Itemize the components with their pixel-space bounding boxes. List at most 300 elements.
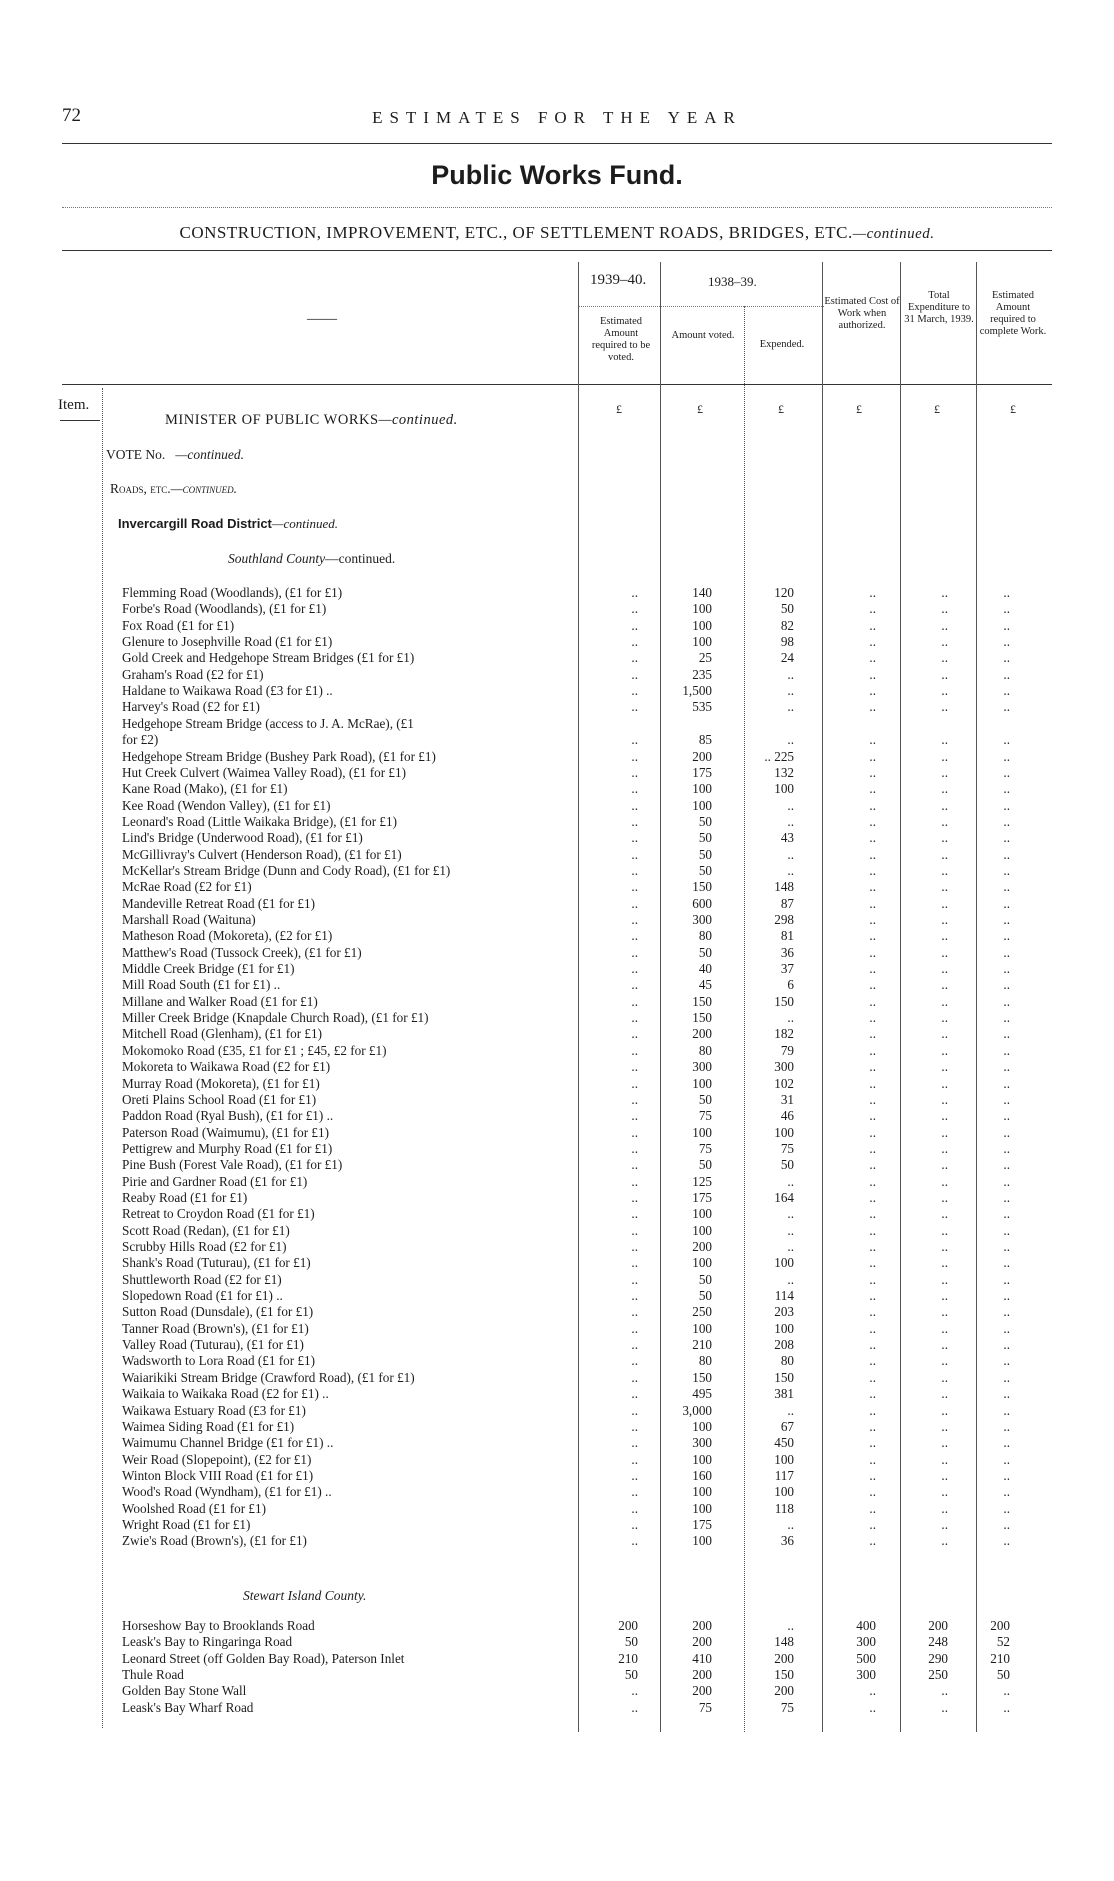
table-row	[0, 1174, 1114, 1189]
row-name: Murray Road (Mokoreta), (£1 for £1)	[122, 1075, 320, 1091]
row-expended: 98	[780, 634, 794, 650]
row-expended: 150	[774, 1369, 794, 1385]
row-total-exp: ..	[941, 1288, 948, 1304]
row-amount-voted: 50	[698, 1271, 712, 1287]
table-row	[0, 830, 1114, 845]
row-est-cost: ..	[869, 1288, 876, 1304]
row-est-required: ..	[1003, 993, 1010, 1009]
row-total-exp: ..	[941, 1091, 948, 1107]
row-name: McGillivray's Culvert (Henderson Road), (£1 for £1)	[122, 846, 402, 862]
row-est-cost: ..	[869, 1124, 876, 1140]
row-amount-voted: 100	[692, 1222, 712, 1238]
row-total-exp: ..	[941, 1516, 948, 1532]
heading-minister-cont: —continued.	[378, 412, 458, 428]
row-expended: 150	[774, 993, 794, 1009]
row-est-voted: ..	[631, 1484, 638, 1500]
row-name: Pine Bush (Forest Vale Road), (£1 for £1)	[122, 1157, 343, 1173]
year-rule	[578, 306, 824, 307]
row-est-required: ..	[1003, 1288, 1010, 1304]
row-total-exp: ..	[941, 1157, 948, 1173]
row-total-exp: ..	[941, 666, 948, 682]
row-est-cost: ..	[869, 1059, 876, 1075]
row-expended: 450	[774, 1435, 794, 1451]
row-est-required: ..	[1003, 1369, 1010, 1385]
row-name: Wright Road (£1 for £1)	[122, 1516, 251, 1532]
row-total-exp: 290	[928, 1650, 948, 1666]
running-head: ESTIMATES FOR THE YEAR	[372, 108, 742, 127]
row-total-exp: ..	[941, 1140, 948, 1156]
row-amount-voted: 250	[692, 1304, 712, 1320]
row-est-cost: ..	[869, 1206, 876, 1222]
row-expended: ..	[787, 846, 794, 862]
row-expended: ..	[787, 732, 794, 748]
row-expended: ..	[787, 1222, 794, 1238]
row-est-required: ..	[1003, 830, 1010, 846]
row-amount-voted: 100	[692, 634, 712, 650]
row-expended: 100	[774, 781, 794, 797]
row-name: Paterson Road (Waimumu), (£1 for £1)	[122, 1124, 329, 1140]
row-amount-voted: 85	[698, 732, 712, 748]
row-est-voted: ..	[631, 1683, 638, 1699]
section-rule	[62, 250, 1052, 251]
row-name: Kane Road (Mako), (£1 for £1)	[122, 781, 288, 797]
row-total-exp: ..	[941, 732, 948, 748]
row-est-required: ..	[1003, 781, 1010, 797]
row-expended: 46	[780, 1108, 794, 1124]
table-row	[0, 1468, 1114, 1483]
table-row	[0, 1010, 1114, 1025]
row-expended: 24	[780, 650, 794, 666]
row-expended: ..	[787, 1402, 794, 1418]
row-total-exp: ..	[941, 1353, 948, 1369]
row-est-voted: ..	[631, 1239, 638, 1254]
row-amount-voted: 200	[692, 1618, 712, 1633]
row-amount-voted: 3,000	[682, 1402, 712, 1418]
header-total-exp: Total Expenditure to 31 March, 1939.	[904, 290, 974, 325]
row-name: Horseshow Bay to Brooklands Road	[122, 1618, 315, 1633]
row-expended: 75	[780, 1699, 794, 1715]
row-est-required: ..	[1003, 1418, 1010, 1434]
row-expended: 120	[774, 585, 794, 600]
row-name: Valley Road (Tuturau), (£1 for £1)	[122, 1337, 304, 1353]
row-est-cost: ..	[869, 1353, 876, 1369]
row-expended: 182	[774, 1026, 794, 1042]
row-est-cost: ..	[869, 1337, 876, 1353]
row-amount-voted: 235	[692, 666, 712, 682]
fund-title: Public Works Fund.	[431, 160, 683, 190]
row-amount-voted: 100	[692, 1255, 712, 1271]
row-name: Forbe's Road (Woodlands), (£1 for £1)	[122, 601, 327, 617]
section-title	[0, 223, 1114, 243]
table-row	[0, 1501, 1114, 1516]
row-est-cost: ..	[869, 912, 876, 927]
row-total-exp: ..	[941, 830, 948, 846]
pound-col-1: £	[616, 402, 622, 416]
header-est-voted: Estimated Amount required to be voted.	[591, 316, 651, 363]
row-amount-voted: 100	[692, 1418, 712, 1434]
row-total-exp: ..	[941, 1533, 948, 1549]
row-total-exp: ..	[941, 748, 948, 764]
table-row	[0, 683, 1114, 698]
table-row	[0, 928, 1114, 943]
table-row	[0, 1125, 1114, 1140]
row-est-voted: ..	[631, 1075, 638, 1091]
row-total-exp: ..	[941, 1206, 948, 1222]
heading-southland-text: Southland County	[228, 551, 326, 566]
row-est-voted: ..	[631, 732, 638, 748]
table-row	[0, 847, 1114, 862]
row-name: Slopedown Road (£1 for £1) ..	[122, 1288, 283, 1304]
table-row	[0, 1517, 1114, 1532]
table-row	[0, 1141, 1114, 1156]
row-est-voted: ..	[631, 764, 638, 780]
table-row	[0, 1108, 1114, 1123]
row-name: Tanner Road (Brown's), (£1 for £1)	[122, 1320, 309, 1336]
row-est-voted: ..	[631, 944, 638, 960]
row-name: Mokoreta to Waikawa Road (£2 for £1)	[122, 1059, 331, 1075]
row-total-exp: ..	[941, 1402, 948, 1418]
heading-district-cont: —continued.	[271, 516, 338, 531]
row-est-required: ..	[1003, 1386, 1010, 1402]
row-amount-voted: 75	[698, 1108, 712, 1124]
row-est-required: ..	[1003, 862, 1010, 878]
row-est-voted: ..	[631, 1288, 638, 1304]
row-name: Haldane to Waikawa Road (£3 for £1) ..	[122, 683, 333, 699]
row-amount-voted: 100	[692, 1206, 712, 1222]
row-est-cost: 300	[856, 1667, 876, 1683]
row-est-cost: ..	[869, 1157, 876, 1173]
row-est-cost: 400	[856, 1618, 876, 1633]
row-expended: 208	[774, 1337, 794, 1353]
row-est-cost: ..	[869, 797, 876, 813]
row-total-exp: ..	[941, 1369, 948, 1385]
row-name: Hut Creek Culvert (Waimea Valley Road), (£1 for £1)	[122, 764, 406, 780]
row-est-cost: ..	[869, 944, 876, 960]
table-row	[0, 1272, 1114, 1287]
row-total-exp: ..	[941, 1304, 948, 1320]
row-amount-voted: 600	[692, 895, 712, 911]
row-est-required: ..	[1003, 961, 1010, 977]
row-est-required: ..	[1003, 944, 1010, 960]
row-est-cost: ..	[869, 928, 876, 944]
row-est-cost: ..	[869, 732, 876, 748]
row-est-cost: ..	[869, 1435, 876, 1451]
heading-southland	[228, 551, 395, 567]
table-row	[0, 1419, 1114, 1434]
row-name: Shuttleworth Road (£2 for £1)	[122, 1271, 282, 1287]
row-expended: 298	[774, 912, 794, 927]
row-est-voted: ..	[631, 846, 638, 862]
row-total-exp: ..	[941, 781, 948, 797]
table-row	[0, 1076, 1114, 1091]
table-row	[0, 814, 1114, 829]
heading-roads-cont: —continued.	[170, 481, 238, 496]
row-name: Winton Block VIII Road (£1 for £1)	[122, 1467, 314, 1483]
pound-col-2: £	[697, 402, 703, 416]
row-amount-voted: 200	[692, 1683, 712, 1699]
row-est-voted: ..	[631, 830, 638, 846]
row-est-voted: ..	[631, 1173, 638, 1189]
row-name: Millane and Walker Road (£1 for £1)	[122, 993, 318, 1009]
row-expended: ..	[787, 813, 794, 829]
row-est-cost: ..	[869, 764, 876, 780]
table-row	[0, 1484, 1114, 1499]
row-est-voted: ..	[631, 1304, 638, 1320]
row-name: Shank's Road (Tuturau), (£1 for £1)	[122, 1255, 311, 1271]
row-est-required: ..	[1003, 699, 1010, 715]
row-expended: ..	[787, 1010, 794, 1026]
row-name: for £2)	[122, 732, 159, 748]
table-row	[0, 1435, 1114, 1450]
row-est-cost: ..	[869, 1140, 876, 1156]
row-est-cost: ..	[869, 1271, 876, 1287]
row-expended: 80	[780, 1353, 794, 1369]
heading-roads-text: Roads, etc.	[110, 481, 171, 496]
row-est-voted: ..	[631, 797, 638, 813]
row-name: Fox Road (£1 for £1)	[122, 617, 235, 633]
row-est-required: ..	[1003, 1157, 1010, 1173]
row-est-required: ..	[1003, 1206, 1010, 1222]
row-est-voted: ..	[631, 1451, 638, 1467]
row-total-exp: ..	[941, 1189, 948, 1205]
heading-southland-cont: —continued.	[325, 551, 396, 566]
row-amount-voted: 75	[698, 1699, 712, 1715]
row-name: Mill Road South (£1 for £1) ..	[122, 977, 281, 993]
row-amount-voted: 300	[692, 912, 712, 927]
row-total-exp: ..	[941, 1337, 948, 1353]
table-row	[0, 1321, 1114, 1336]
row-name: McKellar's Stream Bridge (Dunn and Cody Road), (£1 for £1)	[122, 862, 451, 878]
row-amount-voted: 45	[698, 977, 712, 993]
pound-col-6: £	[1010, 402, 1016, 416]
row-total-exp: ..	[941, 1467, 948, 1483]
row-est-required: ..	[1003, 1255, 1010, 1271]
row-expended: 100	[774, 1320, 794, 1336]
row-name: Sutton Road (Dunsdale), (£1 for £1)	[122, 1304, 314, 1320]
row-est-voted: ..	[631, 1189, 638, 1205]
row-est-cost: ..	[869, 1173, 876, 1189]
row-amount-voted: 200	[692, 748, 712, 764]
table-row	[0, 1634, 1114, 1649]
row-amount-voted: 495	[692, 1386, 712, 1402]
row-expended: 79	[780, 1042, 794, 1058]
row-amount-voted: 210	[692, 1337, 712, 1353]
row-name: Thule Road	[122, 1667, 184, 1683]
row-name: Waikawa Estuary Road (£3 for £1)	[122, 1402, 306, 1418]
row-est-required: ..	[1003, 1239, 1010, 1254]
row-amount-voted: 175	[692, 764, 712, 780]
row-est-cost: 500	[856, 1650, 876, 1666]
row-expended: 81	[780, 928, 794, 944]
row-total-exp: ..	[941, 1484, 948, 1500]
table-row	[0, 1157, 1114, 1172]
row-expended: 148	[774, 1634, 794, 1650]
row-est-required: ..	[1003, 1042, 1010, 1058]
row-amount-voted: 50	[698, 1091, 712, 1107]
row-est-cost: ..	[869, 1467, 876, 1483]
row-name: Wood's Road (Wyndham), (£1 for £1) ..	[122, 1484, 332, 1500]
row-name: Glenure to Josephville Road (£1 for £1)	[122, 634, 333, 650]
row-est-required: ..	[1003, 1337, 1010, 1353]
row-total-exp: ..	[941, 1451, 948, 1467]
row-name: Leonard Street (off Golden Bay Road), Paterson Inlet	[122, 1650, 405, 1666]
row-est-voted: ..	[631, 1206, 638, 1222]
table-row	[0, 1533, 1114, 1548]
row-amount-voted: 200	[692, 1634, 712, 1650]
header-year-1938: 1938–39.	[708, 274, 757, 289]
row-expended: 102	[774, 1075, 794, 1091]
table-row	[0, 1223, 1114, 1238]
row-est-required: ..	[1003, 846, 1010, 862]
row-est-cost: ..	[869, 1189, 876, 1205]
row-amount-voted: 160	[692, 1467, 712, 1483]
row-amount-voted: 100	[692, 1500, 712, 1516]
row-expended: ..	[787, 699, 794, 715]
row-est-cost: ..	[869, 1255, 876, 1271]
row-expended: 150	[774, 1667, 794, 1683]
row-est-required: ..	[1003, 683, 1010, 699]
table-row	[0, 749, 1114, 764]
row-amount-voted: 200	[692, 1026, 712, 1042]
table-row	[0, 945, 1114, 960]
row-est-cost: ..	[869, 813, 876, 829]
row-name: Miller Creek Bridge (Knapdale Church Road), (£1 for £1)	[122, 1010, 429, 1026]
row-est-required: ..	[1003, 1304, 1010, 1320]
row-est-required: ..	[1003, 585, 1010, 600]
row-amount-voted: 25	[698, 650, 712, 666]
row-total-exp: ..	[941, 1418, 948, 1434]
table-row	[0, 585, 1114, 600]
row-total-exp: ..	[941, 1435, 948, 1451]
row-name: Lind's Bridge (Underwood Road), (£1 for £1)	[122, 830, 363, 846]
row-est-cost: ..	[869, 650, 876, 666]
row-est-cost: ..	[869, 699, 876, 715]
table-row	[0, 1239, 1114, 1254]
row-est-required: ..	[1003, 634, 1010, 650]
row-amount-voted: 80	[698, 1042, 712, 1058]
row-total-exp: ..	[941, 634, 948, 650]
pound-col-5: £	[934, 402, 940, 416]
row-name: Waikaia to Waikaka Road (£2 for £1) ..	[122, 1386, 329, 1402]
row-est-cost: ..	[869, 666, 876, 682]
row-est-voted: 210	[618, 1650, 638, 1666]
row-est-required: ..	[1003, 1683, 1010, 1699]
table-row	[0, 863, 1114, 878]
table-row	[0, 1386, 1114, 1401]
header-est-cost: Estimated Cost of Work when authorized.	[824, 296, 900, 331]
row-expended: .. 225	[764, 748, 794, 764]
row-name: Waimumu Channel Bridge (£1 for £1) ..	[122, 1435, 334, 1451]
row-est-voted: ..	[631, 912, 638, 927]
row-name: McRae Road (£2 for £1)	[122, 879, 252, 895]
row-est-voted: ..	[631, 617, 638, 633]
row-amount-voted: 200	[692, 1667, 712, 1683]
row-expended: 164	[774, 1189, 794, 1205]
row-expended: 75	[780, 1140, 794, 1156]
heading-vote	[106, 447, 244, 463]
row-est-cost: ..	[869, 1386, 876, 1402]
row-est-voted: ..	[631, 1320, 638, 1336]
row-est-voted: ..	[631, 585, 638, 600]
row-expended: 36	[780, 944, 794, 960]
row-expended: 50	[780, 601, 794, 617]
row-expended: 381	[774, 1386, 794, 1402]
row-amount-voted: 300	[692, 1435, 712, 1451]
row-est-voted: ..	[631, 1140, 638, 1156]
row-est-cost: ..	[869, 1304, 876, 1320]
row-est-cost: ..	[869, 1699, 876, 1715]
table-row	[0, 781, 1114, 796]
row-expended: 31	[780, 1091, 794, 1107]
row-amount-voted: 140	[692, 585, 712, 600]
row-est-voted: ..	[631, 1369, 638, 1385]
row-name: Reaby Road (£1 for £1)	[122, 1189, 248, 1205]
row-est-cost: 300	[856, 1634, 876, 1650]
table-row	[0, 1452, 1114, 1467]
row-total-exp: ..	[941, 944, 948, 960]
row-est-voted: ..	[631, 601, 638, 617]
row-est-voted: ..	[631, 1010, 638, 1026]
row-name: Gold Creek and Hedgehope Stream Bridges (£1 for £1)	[122, 650, 415, 666]
header-rule	[62, 143, 1052, 144]
row-name: Wadsworth to Lora Road (£1 for £1)	[122, 1353, 316, 1369]
row-total-exp: ..	[941, 1271, 948, 1287]
table-row	[0, 1353, 1114, 1368]
row-name: Pettigrew and Murphy Road (£1 for £1)	[122, 1140, 333, 1156]
table-row	[0, 1043, 1114, 1058]
row-total-exp: ..	[941, 1500, 948, 1516]
row-amount-voted: 50	[698, 830, 712, 846]
row-expended: 36	[780, 1533, 794, 1549]
row-est-cost: ..	[869, 830, 876, 846]
row-expended: 117	[774, 1467, 794, 1483]
row-expended: 148	[774, 879, 794, 895]
row-est-voted: ..	[631, 1500, 638, 1516]
row-name: Middle Creek Bridge (£1 for £1)	[122, 961, 295, 977]
row-est-cost: ..	[869, 1320, 876, 1336]
row-est-voted: ..	[631, 1124, 638, 1140]
row-est-cost: ..	[869, 748, 876, 764]
row-expended: 118	[774, 1500, 794, 1516]
heading-district	[118, 516, 338, 532]
row-name: Matthew's Road (Tussock Creek), (£1 for £1)	[122, 944, 362, 960]
table-row	[0, 1683, 1114, 1698]
row-est-cost: ..	[869, 617, 876, 633]
table-row	[0, 1092, 1114, 1107]
row-amount-voted: 100	[692, 1484, 712, 1500]
row-est-voted: ..	[631, 666, 638, 682]
row-total-exp: ..	[941, 1255, 948, 1271]
row-amount-voted: 100	[692, 1451, 712, 1467]
row-est-required: ..	[1003, 1173, 1010, 1189]
row-est-required: ..	[1003, 1075, 1010, 1091]
row-amount-voted: 150	[692, 1010, 712, 1026]
row-est-cost: ..	[869, 1516, 876, 1532]
row-est-voted: ..	[631, 683, 638, 699]
row-expended: 300	[774, 1059, 794, 1075]
section-title-text: CONSTRUCTION, IMPROVEMENT, ETC., OF SETTLEMENT ROADS, BRIDGES, ETC.	[179, 223, 853, 242]
row-est-voted: ..	[631, 862, 638, 878]
row-est-voted: ..	[631, 1059, 638, 1075]
row-est-cost: ..	[869, 879, 876, 895]
table-row	[0, 716, 1114, 731]
row-est-cost: ..	[869, 1239, 876, 1254]
row-expended: 200	[774, 1650, 794, 1666]
row-name: Scott Road (Redan), (£1 for £1)	[122, 1222, 290, 1238]
row-est-required: 52	[996, 1634, 1010, 1650]
row-est-required: ..	[1003, 1091, 1010, 1107]
row-amount-voted: 40	[698, 961, 712, 977]
